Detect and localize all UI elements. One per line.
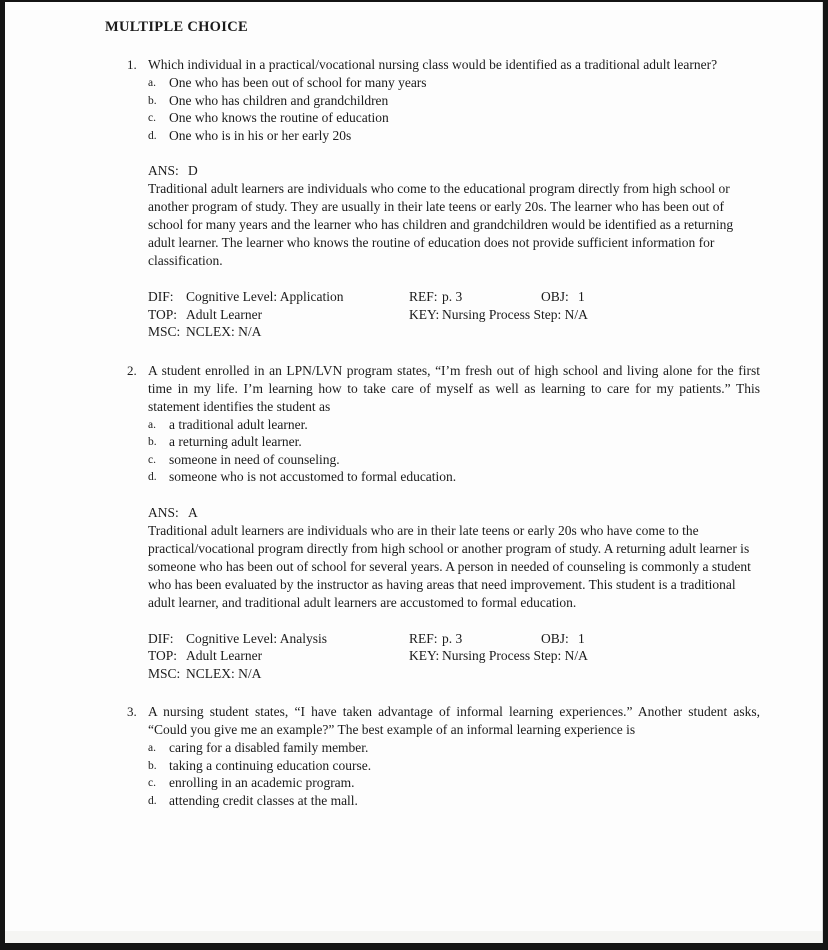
choice-letter: a. — [148, 77, 156, 89]
meta-cell — [148, 647, 409, 665]
answer-choice — [148, 92, 760, 110]
meta-value: NCLEX: N/A — [186, 324, 262, 339]
meta-cell — [148, 665, 409, 683]
meta-cell — [409, 647, 588, 665]
choice-letter: c. — [148, 112, 156, 124]
meta-value: Nursing Process Step: N/A — [442, 648, 588, 663]
meta-cell — [409, 306, 588, 324]
choice-text: One who has been out of school for many years — [169, 75, 427, 90]
meta-value: p. 3 — [442, 630, 463, 646]
choice-letter: d. — [148, 794, 157, 807]
meta-label: OBJ: — [541, 289, 569, 304]
meta-value: Adult Learner — [186, 306, 263, 322]
answer-choices — [148, 74, 760, 144]
answer-label: ANS: — [148, 504, 179, 520]
choice-text: a traditional adult learner. — [169, 416, 308, 432]
page-bottom-edge — [5, 931, 822, 943]
choice-text: someone who is not accustomed to formal education. — [169, 469, 457, 484]
meta-label: TOP: — [148, 648, 178, 663]
meta-label: DIF: — [148, 289, 174, 304]
meta-label: DIF: — [148, 630, 174, 646]
question-stem: A student enrolled in an LPN/LVN program states, “I’m fresh out of high school and living alone for the first time in my life. I’m learning how to take care of myself as well as learning to care for my patients.” This statement identifies the student as — [148, 362, 760, 414]
meta-label: REF: — [409, 630, 438, 646]
meta-block — [148, 288, 760, 341]
meta-label: OBJ: — [541, 630, 569, 646]
answer-choice — [148, 74, 760, 92]
question-stem: A nursing student states, “I have taken advantage of informal learning experiences.” Another student asks, “Could you give me an example?” The best example of an informal learning experience is — [148, 704, 760, 737]
meta-label: MSC: — [148, 324, 181, 339]
choice-letter: b. — [148, 436, 157, 448]
meta-value: Cognitive Level: Analysis — [186, 630, 327, 646]
meta-label: REF: — [409, 289, 438, 304]
meta-label: MSC: — [148, 665, 181, 681]
meta-cell — [148, 323, 409, 341]
page-content — [5, 2, 822, 809]
meta-cell — [541, 630, 585, 648]
question — [127, 362, 822, 683]
answer-value: A — [188, 504, 198, 520]
choice-text: One who knows the routine of education — [169, 110, 389, 125]
meta-cell — [541, 288, 585, 306]
choice-text: a returning adult learner. — [169, 434, 302, 449]
answer-choice — [148, 451, 760, 469]
answer-line — [148, 162, 760, 180]
document-page — [5, 2, 823, 943]
meta-block — [148, 630, 760, 683]
meta-row — [148, 630, 760, 648]
meta-label: TOP: — [148, 306, 178, 322]
choice-letter: c. — [148, 777, 156, 789]
question-body — [148, 362, 760, 683]
answer-line — [148, 504, 760, 522]
answer-choice — [148, 739, 760, 757]
answer-label: ANS: — [148, 163, 179, 178]
question-number: 2. — [127, 362, 137, 378]
meta-row — [148, 288, 760, 306]
meta-row — [148, 306, 760, 324]
meta-value: p. 3 — [442, 289, 463, 304]
choice-text: caring for a disabled family member. — [169, 740, 369, 755]
choice-letter: d. — [148, 129, 157, 142]
section-title: MULTIPLE CHOICE — [105, 19, 248, 35]
choice-letter: d. — [148, 471, 157, 483]
choice-text: taking a continuing education course. — [169, 757, 372, 773]
answer-choice — [148, 127, 760, 145]
question-number: 3. — [127, 704, 137, 719]
answer-choice — [148, 109, 760, 127]
choice-letter: b. — [148, 759, 157, 772]
choice-text: attending credit classes at the mall. — [169, 792, 358, 808]
choice-letter: a. — [148, 742, 156, 754]
question-body — [148, 703, 760, 809]
answer-choice — [148, 757, 760, 775]
answer-choice — [148, 792, 760, 810]
question-stem: Which individual in a practical/vocational nursing class would be identified as a traditional adult learner? — [148, 57, 718, 72]
meta-cell — [148, 630, 409, 648]
question-number: 1. — [127, 57, 137, 72]
choice-text: One who is in his or her early 20s — [169, 127, 352, 143]
meta-cell — [409, 630, 541, 648]
meta-value: 1 — [578, 630, 585, 646]
meta-row — [148, 647, 760, 665]
meta-row — [148, 323, 760, 341]
choice-text: someone in need of counseling. — [169, 451, 340, 467]
meta-value: Nursing Process Step: N/A — [442, 306, 588, 322]
meta-value: NCLEX: N/A — [186, 665, 262, 681]
answer-choices — [148, 739, 760, 809]
answer-choice — [148, 774, 760, 792]
question — [127, 56, 822, 341]
answer-choices — [148, 416, 760, 486]
meta-label: KEY: — [409, 648, 440, 663]
meta-cell — [409, 288, 541, 306]
choice-letter: a. — [148, 418, 156, 431]
questions-list — [105, 56, 822, 809]
choice-text: enrolling in an academic program. — [169, 775, 355, 790]
meta-value: Adult Learner — [186, 648, 263, 663]
meta-row — [148, 665, 760, 683]
meta-label: KEY: — [409, 306, 440, 322]
meta-value: Cognitive Level: Application — [186, 289, 344, 304]
answer-choice — [148, 433, 760, 451]
answer-choice — [148, 468, 760, 486]
meta-cell — [148, 288, 409, 306]
choice-text: One who has children and grandchildren — [169, 92, 389, 108]
question — [127, 703, 822, 809]
choice-letter: b. — [148, 94, 157, 107]
question-body — [148, 56, 760, 341]
rationale: Traditional adult learners are individuals who are in their late teens or early 20s who have come to the practical/vocational program directly from high school or another program of study. A returning adult learner is someone who has been out of school for several years. A person in needed of counseling is commonly a student who has been evaluated by the instructor as having areas that need improvement. This student is a traditional adult learner, and traditional adult learners are accustomed to formal education. — [148, 522, 751, 610]
choice-letter: c. — [148, 453, 156, 466]
answer-choice — [148, 416, 760, 434]
answer-value: D — [188, 163, 198, 178]
meta-value: 1 — [578, 289, 585, 304]
meta-cell — [148, 306, 409, 324]
rationale: Traditional adult learners are individuals who come to the educational program directly from high school or another program of study. They are usually in their late teens or early 20s. The learner who has been out of school for many years and the learner who has children and grandchildren would be identified as a returning adult learner. The learner who knows the routine of education does not provide sufficient information for classification. — [148, 181, 734, 268]
